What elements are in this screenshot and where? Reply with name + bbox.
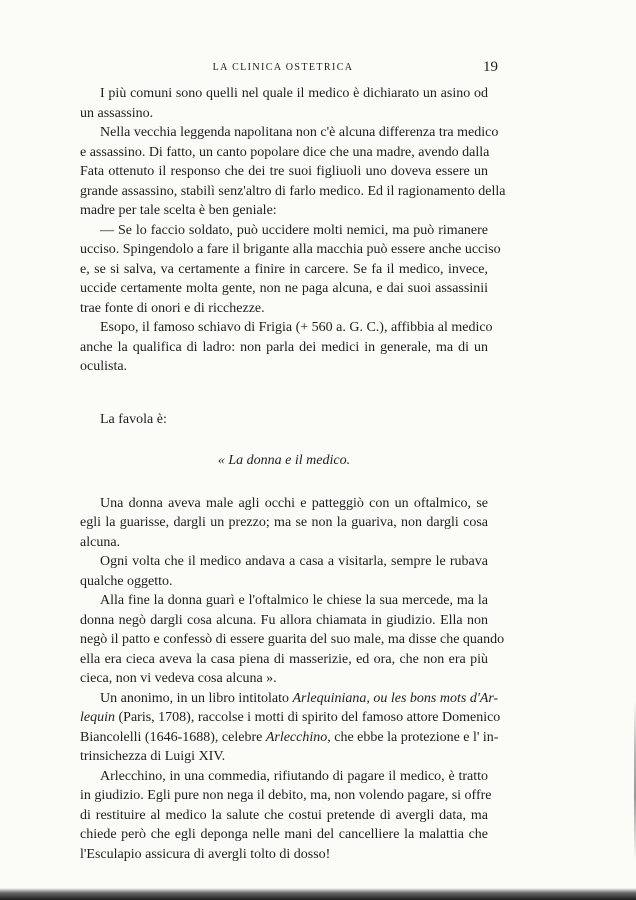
text-line: — Se lo faccio soldato, può uccidere molti nemici, ma può rimanere <box>100 222 488 238</box>
text-line: Alla fine la donna guarì e l'oftalmico le chiese la sua mercede, ma la <box>100 593 488 608</box>
scan-bottom-edge <box>0 888 636 900</box>
text-line: Nella vecchia leggenda napolitana non c'è alcuna differenza tra medico <box>100 125 499 140</box>
paragraph <box>80 318 493 377</box>
text-line: Ogni volta che il medico andava a casa a visitarla, sempre le rubava <box>100 554 488 569</box>
text-line: l'Esculapio assicura di avergli tolto di dosso! <box>80 846 331 862</box>
book-title: Arlequiniana, ou les bons mots d'Ar- <box>292 690 499 706</box>
text-line: egli la guarisse, dargli un prezzo; ma se non la guariva, non dargli cosa <box>80 515 488 530</box>
text-span: che ebbe la protezione e l' in- <box>330 729 499 745</box>
text-line: I più comuni sono quelli nel quale il medico è dichiarato un asino od <box>100 86 488 101</box>
paragraph <box>80 767 492 865</box>
fable-title: « La donna e il medico. <box>217 453 351 468</box>
text-line <box>80 689 499 709</box>
paragraph <box>80 494 488 553</box>
text-line: oculista. <box>80 359 128 374</box>
text-span: Un anonimo, in un libro intitolato <box>100 690 293 706</box>
paragraph <box>80 591 505 689</box>
text-line: Una donna aveva male agli occhi e patteggiò con un oftalmico, se <box>100 495 488 511</box>
text-line: ucciso. Spingendolo a fare il brigante alla macchia può essere anche ucciso <box>80 242 501 257</box>
page-header <box>78 59 498 78</box>
intro-line <box>80 410 488 430</box>
text-line: trae fonte di onori e di ricchezze. <box>80 300 265 316</box>
text-line: alcuna. <box>80 534 121 550</box>
text-line: negò il patto e confessò di essere guarita del suo male, ma disse che quando <box>80 632 505 647</box>
text-line <box>80 728 499 748</box>
paragraph <box>80 689 501 767</box>
text-line: Fata ottenuto il responso che dei tre suoi figliuoli uno doveva essere un <box>80 164 488 179</box>
paragraph <box>80 84 488 123</box>
text-line: Esopo, il famoso schiavo di Frigia (+ 560 a. G. C.), affibbia al medico <box>100 320 493 335</box>
text-line: La favola è: <box>100 411 167 427</box>
paragraph <box>80 123 506 221</box>
text-line: qualche oggetto. <box>80 573 173 589</box>
text-line: uccide certamente molta gente, non ne paga alcuna, e dai suoi assassinii <box>80 281 488 296</box>
text-line: in giudizio. Egli pure non nega il debito, ma, non volendo pagare, si offre <box>80 788 492 803</box>
text-line: madre per tale scelta è ben geniale: <box>80 203 277 218</box>
text-line: grande assassino, stabilì senz'altro di farlo medico. Ed il ragionamento della <box>80 183 506 199</box>
text-line: donna negò dargli cosa alcuna. Fu allora chiamata in giudizio. Ella non <box>80 612 488 628</box>
text-line <box>80 708 501 728</box>
text-line: e assassino. Di fatto, un canto popolare dice che una madre, avendo dalla <box>80 144 490 160</box>
text-line: chiede però che egli deponga nelle mani del cancelliere la malattia che <box>80 827 488 842</box>
text-line: trinsichezza di Luigi XIV. <box>80 749 226 764</box>
body-text <box>80 84 506 864</box>
page-number: 19 <box>483 59 498 75</box>
text-line: e, se si salva, va certamente a finire in carcere. Se fa il medico, invece, <box>80 261 488 277</box>
paragraph <box>80 221 501 319</box>
running-title: LA CLINICA OSTETRICA <box>212 62 354 73</box>
text-line: un assassino. <box>80 105 154 121</box>
text-line: Arlecchino, in una commedia, rifiutando di pagare il medico, è tratto <box>100 768 488 784</box>
character-name: Arlecchino, <box>265 729 331 745</box>
text-line: ella era cieca aveva la casa piena di masserizie, ed ora, che non era più <box>80 651 488 667</box>
paragraph <box>80 552 488 591</box>
book-title: lequin <box>80 710 115 725</box>
text-line: cieca, non vi vedeva cosa alcuna ». <box>80 671 277 686</box>
text-span: (Paris, 1708), raccolse i motti di spirito del famoso attore Domenico <box>115 710 501 725</box>
text-span: Biancolelli (1646-1688), celebre <box>80 729 266 745</box>
text-line: di restituire al medico la salute che costui pretende di avergli data, ma <box>80 807 488 823</box>
text-line: anche la qualifica di ladro: non parla dei medici in generale, ma di un <box>80 339 488 355</box>
